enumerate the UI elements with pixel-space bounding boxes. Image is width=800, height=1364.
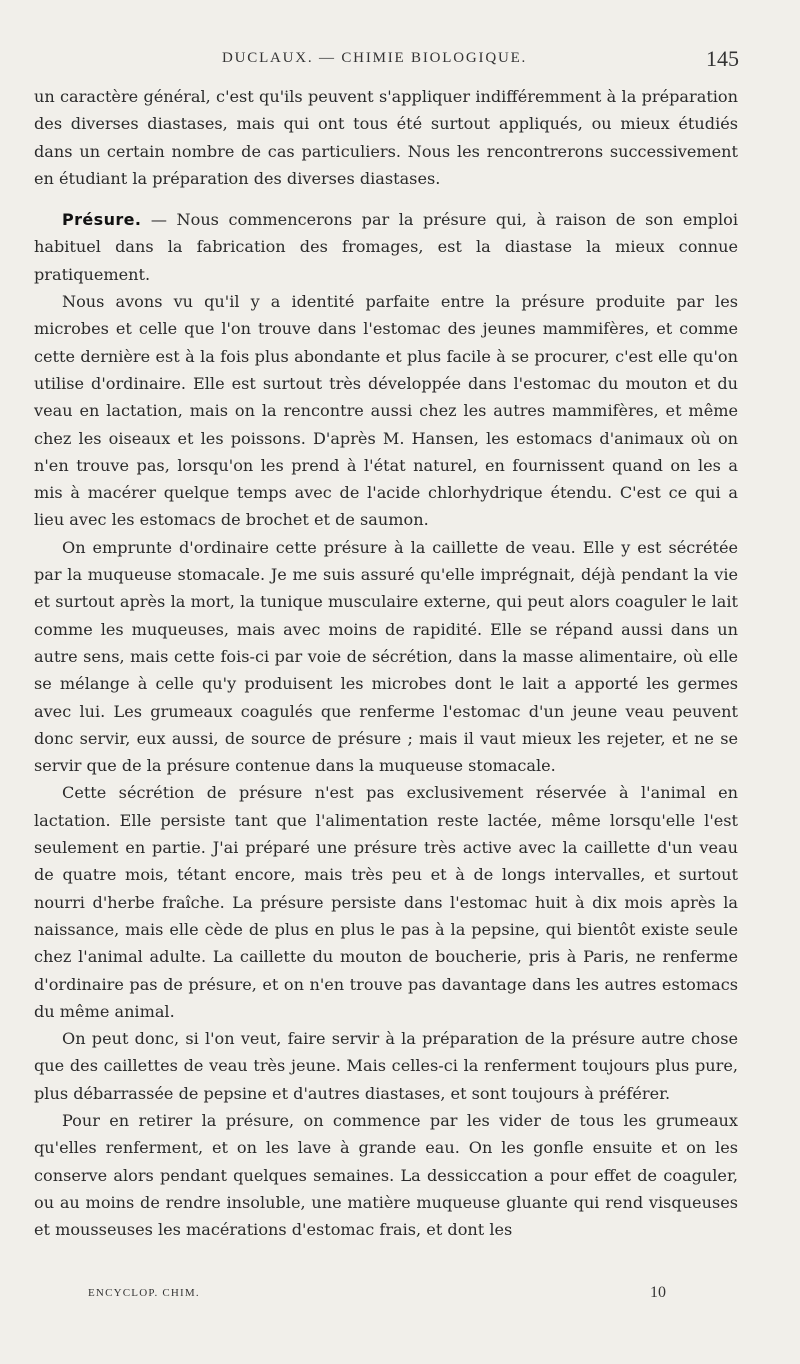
page-number: 145 (706, 46, 739, 71)
signature-mark: ENCYCLOP. CHIM. (88, 1287, 200, 1299)
paragraph: On emprunte d'ordinaire cette présure à la caillette de veau. Elle y est sécrétée par la muqueuse stomacale. Je me suis assuré qu'elle imprégnait, déjà pendant la vie et surtout après la mort, la tunique musculaire externe, qui peut alors coaguler le lait comme les muqueuses, mais avec moins de rapidité. Elle se répand aussi dans un autre sens, mais cette fois-ci par voie de sécrétion, dans la masse alimentaire, où elle se mélange à celle qu'y produisent les microbes dont le lait a apporté les germes avec lui. Les grumeaux coagulés que renferme l'estomac d'un jeune veau peuvent donc servir, eux aussi, de source de présure ; mais il vaut mieux les rejeter, et ne se servir que de la présure contenue dans la muqueuse stomacale. (34, 537, 738, 776)
paragraph: Nous avons vu qu'il y a identité parfaite entre la présure produite par les microbes et celle que l'on trouve dans l'estomac des jeunes mammifères, et comme cette dernière est à la fois plus abondante et plus facile à se procurer, c'est elle qu'on utilise d'ordinaire. Elle est surtout très développée dans l'estomac du mouton et du veau en lactation, mais on la rencontre aussi chez les autres mammifères, et même chez les oiseaux et les poissons. D'après M. Hansen, les estomacs d'animaux où on n'en trouve pas, lorsqu'on les prend à l'état naturel, en fournissent quand on les a mis à macérer quelque temps avec de l'acide chlorhydrique étendu. C'est ce qui a lieu avec les estomacs de brochet et de saumon. (34, 292, 738, 530)
body-text (34, 83, 738, 1243)
section-paragraph-presure (34, 206, 738, 288)
page-footer (0, 1284, 800, 1306)
paragraph: Cette sécrétion de présure n'est pas exclusivement réservée à l'animal en lactation. Elle persiste tant que l'alimentation reste lactée, même lorsqu'elle l'est seulement en partie. J'ai préparé une présure très active avec la caillette d'un veau de quatre mois, tétant encore, mais très peu et à de longs intervalles, et surtout nourri d'herbe fraîche. La présure persiste dans l'estomac huit à dix mois après la naissance, mais elle cède de plus en plus le pas à la pepsine, qui bientôt existe seule chez l'animal adulte. La caillette du mouton de boucherie, pris à Paris, ne renferme d'ordinaire pas de présure, et on n'en trouve pas davantage dans les autres estomacs du même animal. (34, 783, 738, 1021)
running-title: DUCLAUX. — CHIMIE BIOLOGIQUE. (222, 50, 528, 66)
section-intro-text: — Nous commencerons par la présure qui, à raison de son emploi habituel dans la fabrication des fromages, est la diastase la mieux connue pratiquement. (34, 210, 738, 284)
sheet-number: 10 (650, 1284, 666, 1301)
section-title: Présure. (62, 210, 142, 230)
running-header (0, 46, 800, 72)
paragraph-continuation: un caractère général, c'est qu'ils peuvent s'appliquer indifféremment à la préparation des diverses diastases, mais qui ont tous été surtout appliqués, ou mieux étudiés dans un certain nombre de cas particuliers. Nous les rencontrerons successivement en étudiant la préparation des diverses diastases. (34, 87, 738, 188)
paragraph: Pour en retirer la présure, on commence par les vider de tous les grumeaux qu'elles renferment, et on les lave à grande eau. On les gonfle ensuite et on les conserve alors pendant quelques semaines. La dessiccation a pour effet de coaguler, ou au moins de rendre insoluble, une matière muqueuse gluante qui rend visqueuses et mousseuses les macérations d'estomac frais, et dont les (34, 1110, 738, 1240)
paragraph: On peut donc, si l'on veut, faire servir à la préparation de la présure autre chose que des caillettes de veau très jeune. Mais celles-ci la renferment toujours plus pure, plus débarrassée de pepsine et d'autres diastases, et sont toujours à préférer. (34, 1029, 738, 1103)
